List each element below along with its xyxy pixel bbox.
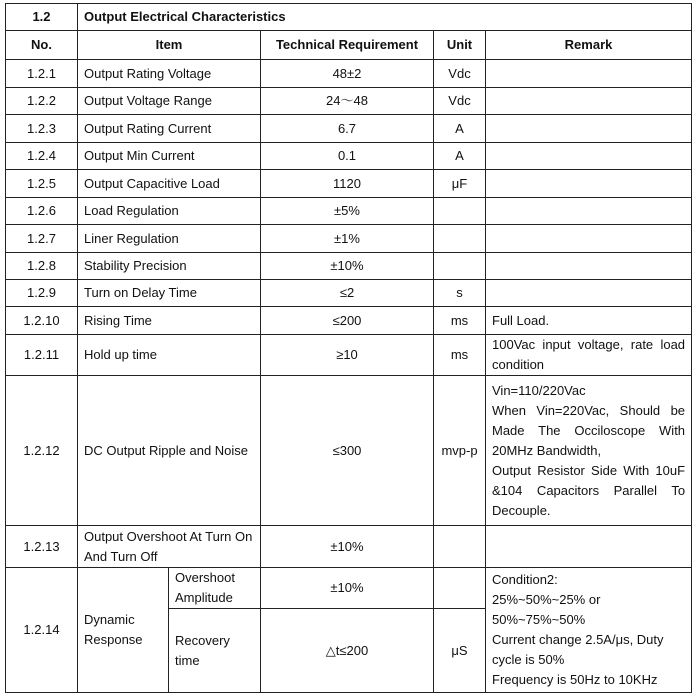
row-remark — [486, 526, 692, 568]
row-no: 1.2.5 — [6, 170, 78, 198]
row-remark — [486, 88, 692, 115]
table-row — [6, 88, 692, 115]
table-row — [6, 115, 692, 143]
row-remark — [486, 225, 692, 253]
row-no: 1.2.10 — [6, 307, 78, 335]
output-characteristics-table — [5, 3, 692, 693]
row-unit: A — [434, 115, 486, 143]
row-unit — [434, 225, 486, 253]
row-unit: mvp-p — [434, 376, 486, 526]
row-item: Dynamic Response — [78, 568, 169, 693]
table-row — [6, 526, 692, 568]
row-item: Rising Time — [78, 307, 261, 335]
row-requirement: ±10% — [261, 526, 434, 568]
row-no: 1.2.1 — [6, 60, 78, 88]
row-no: 1.2.4 — [6, 143, 78, 170]
table-row — [6, 376, 692, 526]
row-no: 1.2.7 — [6, 225, 78, 253]
row-subitem: Recovery time — [169, 609, 261, 693]
row-no: 1.2.13 — [6, 526, 78, 568]
row-item: Stability Precision — [78, 253, 261, 280]
row-requirement: ≤200 — [261, 307, 434, 335]
header-no: No. — [6, 31, 78, 60]
row-remark — [486, 60, 692, 88]
table-row — [6, 280, 692, 307]
table-row — [6, 307, 692, 335]
row-unit: μF — [434, 170, 486, 198]
row-unit — [434, 253, 486, 280]
row-item: Output Overshoot At Turn On And Turn Off — [78, 526, 261, 568]
row-remark: Vin=110/220Vac When Vin=220Vac, Should be Made The Occiloscope With 20MHz Bandwidth, Output Resistor Side With 10uF &104 Capacitors Parallel To Decouple. — [486, 376, 692, 526]
row-requirement: ±10% — [261, 253, 434, 280]
section-title: Output Electrical Characteristics — [78, 4, 692, 31]
row-item: Output Min Current — [78, 143, 261, 170]
row-requirement: ±1% — [261, 225, 434, 253]
row-requirement: ±10% — [261, 568, 434, 609]
table-row — [6, 60, 692, 88]
row-requirement: △t≤200 — [261, 609, 434, 693]
row-requirement: ≥10 — [261, 335, 434, 376]
row-item: Output Voltage Range — [78, 88, 261, 115]
row-no: 1.2.9 — [6, 280, 78, 307]
row-item: Output Capacitive Load — [78, 170, 261, 198]
row-item: Liner Regulation — [78, 225, 261, 253]
header-row — [6, 31, 692, 60]
row-remark — [486, 280, 692, 307]
row-item: Load Regulation — [78, 198, 261, 225]
table-row — [6, 225, 692, 253]
row-requirement: ≤2 — [261, 280, 434, 307]
row-no: 1.2.12 — [6, 376, 78, 526]
row-unit: μS — [434, 609, 486, 693]
section-no: 1.2 — [6, 4, 78, 31]
row-unit: Vdc — [434, 60, 486, 88]
table-row — [6, 198, 692, 225]
row-remark: 100Vac input voltage, rate load condition — [486, 335, 692, 376]
row-unit — [434, 198, 486, 225]
table-row — [6, 143, 692, 170]
header-requirement: Technical Requirement — [261, 31, 434, 60]
row-no: 1.2.8 — [6, 253, 78, 280]
row-no: 1.2.14 — [6, 568, 78, 693]
row-item: Turn on Delay Time — [78, 280, 261, 307]
row-requirement: ≤300 — [261, 376, 434, 526]
row-item: Hold up time — [78, 335, 261, 376]
row-subitem: Overshoot Amplitude — [169, 568, 261, 609]
row-unit: A — [434, 143, 486, 170]
row-no: 1.2.3 — [6, 115, 78, 143]
row-unit — [434, 526, 486, 568]
row-remark — [486, 253, 692, 280]
row-item: Output Rating Voltage — [78, 60, 261, 88]
table-row — [6, 253, 692, 280]
table-row — [6, 335, 692, 376]
row-requirement: 6.7 — [261, 115, 434, 143]
row-remark — [486, 198, 692, 225]
row-unit: ms — [434, 335, 486, 376]
header-item: Item — [78, 31, 261, 60]
row-requirement: 24～48 — [261, 88, 434, 115]
row-requirement: 0.1 — [261, 143, 434, 170]
row-unit: ms — [434, 307, 486, 335]
row-no: 1.2.11 — [6, 335, 78, 376]
row-no: 1.2.2 — [6, 88, 78, 115]
row-remark — [486, 143, 692, 170]
row-unit: s — [434, 280, 486, 307]
table-row-dynamic — [6, 568, 692, 609]
row-remark: Full Load. — [486, 307, 692, 335]
table-row — [6, 170, 692, 198]
row-remark: Condition2: 25%~50%~25% or 50%~75%~50% Current change 2.5A/μs, Duty cycle is 50% Frequency is 50Hz to 10KHz — [486, 568, 692, 693]
header-unit: Unit — [434, 31, 486, 60]
row-requirement: 1120 — [261, 170, 434, 198]
row-remark — [486, 115, 692, 143]
row-requirement: 48±2 — [261, 60, 434, 88]
row-requirement: ±5% — [261, 198, 434, 225]
row-unit: Vdc — [434, 88, 486, 115]
header-remark: Remark — [486, 31, 692, 60]
row-item: DC Output Ripple and Noise — [78, 376, 261, 526]
row-no: 1.2.6 — [6, 198, 78, 225]
row-remark — [486, 170, 692, 198]
section-row — [6, 4, 692, 31]
row-unit — [434, 568, 486, 609]
row-item: Output Rating Current — [78, 115, 261, 143]
